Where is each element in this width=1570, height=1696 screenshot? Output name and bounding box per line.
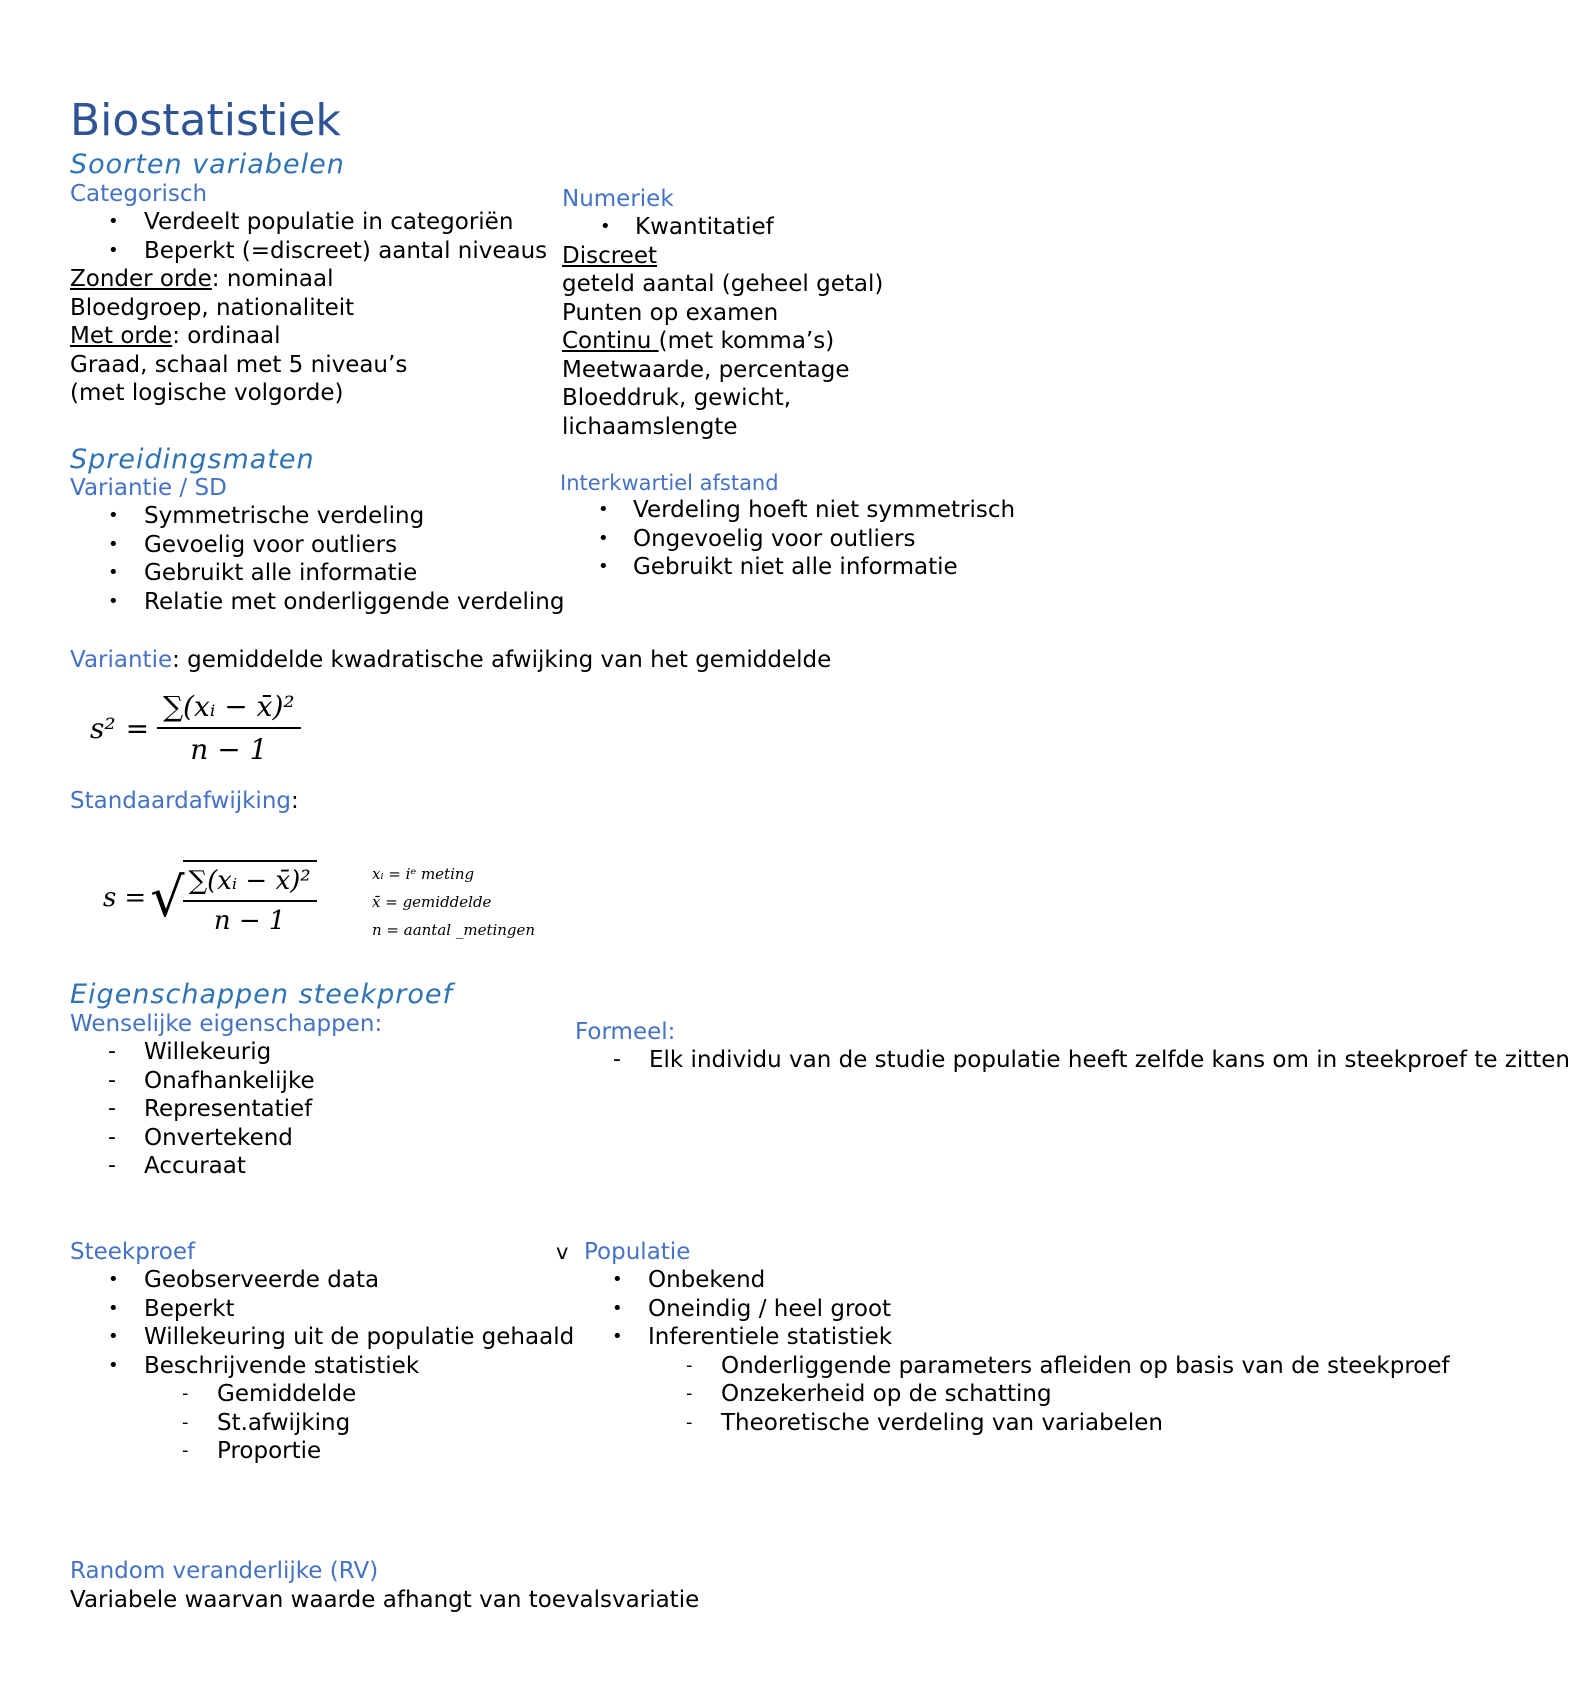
sqrt-icon: √ <box>150 866 185 929</box>
variantie-definition <box>70 646 831 675</box>
numeriek-heading: Numeriek <box>562 186 674 212</box>
zonder-orde-label: Zonder orde <box>70 266 212 292</box>
list-item: • Geobserveerde data <box>70 1266 567 1295</box>
iqr-heading: Interkwartiel afstand <box>560 471 779 495</box>
legend-line: n = aantal _metingen <box>372 921 536 939</box>
met-orde-line <box>70 322 540 351</box>
list-item: - Accuraat <box>70 1152 540 1181</box>
steekproef-heading: Steekproef <box>70 1239 196 1265</box>
numeriek-block <box>562 185 962 441</box>
formeel-block <box>575 1018 1570 1075</box>
met-orde-example-1: Graad, schaal met 5 niveau’s <box>70 351 408 378</box>
rv-text: Variabele waarvan waarde afhangt van toevalsvariatie <box>70 1587 700 1613</box>
discreet-line: Punten op examen <box>562 299 779 326</box>
list-item: • Gebruikt alle informatie <box>70 559 548 588</box>
section-heading-soorten: Soorten variabelen <box>70 149 345 180</box>
sd-definition <box>70 787 299 816</box>
formeel-list <box>575 1046 1570 1075</box>
variantie-sd-heading: Variantie / SD <box>70 475 227 501</box>
wenselijk-block <box>70 1010 540 1181</box>
continu-line <box>562 327 962 356</box>
list-item: - Elk individu van de studie populatie heeft zelfde kans om in steekproef te zitten <box>575 1046 985 1075</box>
met-orde-label: Met orde <box>70 323 173 349</box>
section-heading-eigenschappen: Eigenschappen steekproef <box>70 979 453 1010</box>
steekproef-sublist <box>70 1380 567 1466</box>
list-item: • Oneindig / heel groot <box>574 1295 1064 1324</box>
continu-line: Bloeddruk, gewicht, <box>562 385 792 411</box>
formula-equals: = <box>124 883 147 913</box>
populatie-heading: Populatie <box>584 1239 691 1265</box>
continu-text: (met komma’s) <box>658 328 835 354</box>
formula-numerator: ∑(xᵢ − x̄)² <box>183 866 317 902</box>
list-item: • Beschrijvende statistiek <box>70 1352 567 1381</box>
list-item: • Relatie met onderliggende verdeling <box>70 588 548 617</box>
variantie-sd-block <box>70 474 565 624</box>
page-title: Biostatistiek <box>70 95 341 146</box>
zonder-orde-line <box>70 265 540 294</box>
wenselijk-list <box>70 1038 540 1181</box>
list-item: • Gebruikt niet alle informatie <box>560 553 860 582</box>
discreet-label: Discreet <box>562 242 657 269</box>
wenselijk-heading: Wenselijke eigenschappen: <box>70 1011 383 1037</box>
populatie-bullets <box>574 1266 1064 1352</box>
formula-numerator: ∑(xᵢ − x̄)² <box>157 690 301 729</box>
met-orde-text: : ordinaal <box>172 323 281 349</box>
numeriek-bullets <box>562 213 962 242</box>
list-item: - Willekeurig <box>70 1038 540 1067</box>
formula-legend <box>372 860 535 944</box>
list-item: • Beperkt (=discreet) aantal niveaus <box>70 237 540 266</box>
list-item: - Onderliggende parameters afleiden op basis van de steekproef <box>574 1352 1044 1381</box>
v-marker-icon: v <box>556 1240 569 1264</box>
formeel-heading: Formeel: <box>575 1019 676 1045</box>
legend-line: xᵢ = iᵉ meting <box>372 865 475 883</box>
formula-denominator: n − 1 <box>213 906 286 936</box>
list-item: - Onafhankelijke <box>70 1067 540 1096</box>
categorisch-block <box>70 180 548 420</box>
list-item: • Gevoelig voor outliers <box>70 531 548 560</box>
legend-line: x̄ = gemiddelde <box>372 893 492 911</box>
continu-line: Meetwaarde, percentage <box>562 356 850 383</box>
categorisch-heading: Categorisch <box>70 181 208 207</box>
discreet-line: geteld aantal (geheel getal) <box>562 271 884 297</box>
variantie-sd-bullets <box>70 502 565 616</box>
formula-fraction <box>183 860 317 936</box>
continu-line: lichaamslengte <box>562 413 738 440</box>
list-item: - Proportie <box>70 1437 567 1466</box>
variance-formula <box>90 690 301 766</box>
list-item: • Willekeuring uit de populatie gehaald <box>70 1323 567 1352</box>
formula-denominator: n − 1 <box>190 733 268 766</box>
zonder-orde-text: : nominaal <box>211 266 334 292</box>
variantie-text: : gemiddelde kwadratische afwijking van het gemiddelde <box>172 647 832 673</box>
iqr-block <box>560 470 1016 622</box>
zonder-orde-example: Bloedgroep, nationaliteit <box>70 294 355 321</box>
sd-formula <box>103 860 317 936</box>
list-item: • Inferentiele statistiek <box>574 1323 1064 1352</box>
list-item: • Symmetrische verdeling <box>70 502 548 531</box>
list-item: • Onbekend <box>574 1266 1064 1295</box>
formula-lhs: s² <box>90 711 116 745</box>
sd-label: Standaardafwijking <box>70 788 291 814</box>
variantie-label: Variantie <box>70 647 173 673</box>
populatie-block <box>584 1238 1450 1534</box>
section-heading-spreiding: Spreidingsmaten <box>70 444 315 475</box>
list-item: - St.afwijking <box>70 1409 567 1438</box>
formula-lhs: s <box>103 883 117 913</box>
populatie-sublist <box>574 1352 1450 1438</box>
met-orde-example-2: (met logische volgorde) <box>70 380 344 406</box>
iqr-bullets <box>560 496 1016 582</box>
rv-heading: Random veranderlijke (RV) <box>70 1558 379 1584</box>
sd-text: : <box>291 788 299 814</box>
list-item: - Representatief <box>70 1095 540 1124</box>
continu-label: Continu <box>562 328 659 354</box>
steekproef-block <box>70 1238 575 1478</box>
list-item: - Gemiddelde <box>70 1380 567 1409</box>
list-item: • Beperkt <box>70 1295 567 1324</box>
list-item: • Verdeelt populatie in categoriën <box>70 208 540 237</box>
formula-equals: = <box>125 711 150 745</box>
list-item: • Kwantitatief <box>562 213 962 242</box>
formula-fraction <box>157 690 301 766</box>
categorisch-bullets <box>0 208 548 265</box>
list-item: - Onvertekend <box>70 1124 540 1153</box>
list-item: - Theoretische verdeling van variabelen <box>574 1409 1044 1438</box>
list-item: - Onzekerheid op de schatting <box>574 1380 1044 1409</box>
steekproef-bullets <box>70 1266 575 1380</box>
list-item: • Ongevoelig voor outliers <box>560 525 860 554</box>
list-item: • Verdeling hoeft niet symmetrisch <box>560 496 860 525</box>
